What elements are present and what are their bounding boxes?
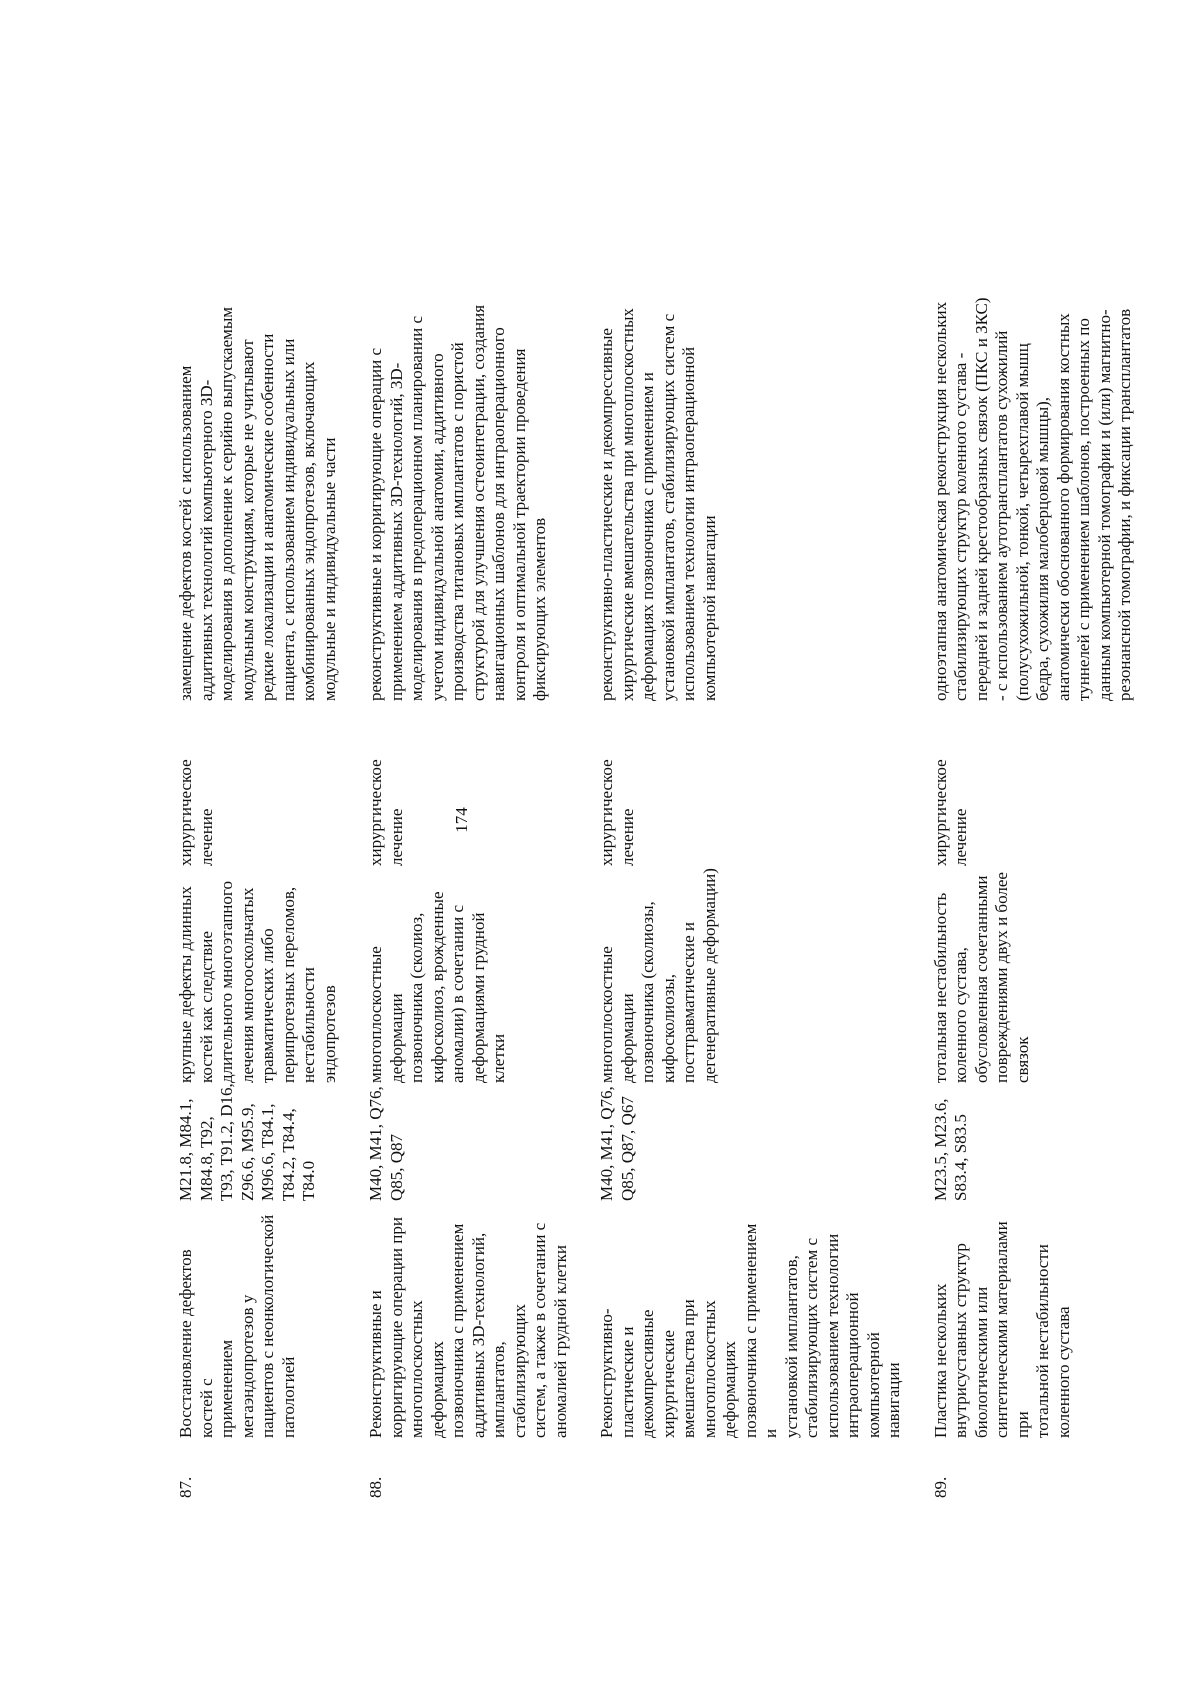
row-number: 89. <box>930 1476 950 1498</box>
treatment-type: хирургическое лечение <box>597 759 637 866</box>
treatment-method: реконструктивно-пластические и декомпрессивные хирургические вмешательства при многоплоскостных деформациях позвоночника с применением и установкой имплантатов, стабилизирующих систем с использованием технологии интраоперационной компьютерной навигации <box>597 308 719 701</box>
row-number: 88. <box>366 1476 385 1498</box>
rotated-table-container <box>176 60 1134 1500</box>
procedure-name: Реконструктивно-пластические и декомпрессивные хирургические вмешательства при многоплоскостных деформациях позвоночника с применением и установкой имплантатов, стабилизирующих систем с использованием технологии интраоперационной компьютерной навигации <box>597 1223 903 1438</box>
row-separator <box>340 60 366 1500</box>
procedure-name: Восстановление дефектов костей с применением мегаэндопротезов у пациентов с неонкологической патологией <box>176 1214 298 1438</box>
patient-model: многоплоскостные деформации позвоночника (сколиоз, кифосколиоз, врожденные аномалии) в сочетании с деформациями грудной клетки <box>366 891 508 1083</box>
treatment-method: замещение дефектов костей с использованием аддитивных технологий компьютерного 3D- моделирования в дополнение к серийно выпускаемым модульным конструкциям, которые не учитывают редкие локализации и анатомические особенности пациента, с использованием индивидуальных или комбинированных эндопротезов, включающих модульные и индивидуальные части <box>176 306 339 701</box>
row-number: 87. <box>176 1476 195 1498</box>
procedures-table <box>176 60 1136 1500</box>
diagnosis-codes: M23.5, M23.6, S83.4, S83.5 <box>930 1098 970 1201</box>
treatment-type: хирургическое лечение <box>930 759 970 866</box>
patient-model: крупные дефекты длинных костей как следствие длительного многоэтапного лечения многооскольчатых травматических либо перипротезных переломов, нестабильности эндопротезов <box>176 881 339 1083</box>
procedure-name: Реконструктивные и корригирующие операции при многоплоскостных деформациях позвоночника с применением аддитивных 3D-технологий, имплантатов, стабилизирующих систем, а также в сочетании с аномалией грудной клетки <box>366 1217 570 1438</box>
treatment-method: реконструктивные и корригирующие операции с применением аддитивных 3D-технологий, 3D- моделирования в предоперационном планировании с учетом индивидуальной анатомии, аддитивного производства титановых имплантатов с пористой структурой для улучшения остеоинтеграции, создания навигационных шаблонов для интраоперационного контроля и оптимальной траектории проведения фиксирующих элементов <box>366 304 549 701</box>
procedure-name: Пластика нескольких внутрисуставных структур биологическими или синтетическими материалами при тотальной нестабильности коленного сустава <box>930 1221 1073 1438</box>
treatment-method: одноэтапная анатомическая реконструкция нескольких стабилизирующих структур коленного сустава - передней и задней крестообразных связок (ПКС и ЗКС) - с использованием аутотрансплантатов сухожилий (полусухожильной, тонкой, четырехглавой мышц бедра, сухожилия малоберцовой мышцы), анатомически обоснованного формирования костных туннелей с применением шаблонов, построенных по данным компьютерной томографии и (или) магнитно- резонансной томографии, и фиксации трансплантатов <box>930 297 1134 701</box>
row-number <box>597 1438 905 1500</box>
patient-model: тотальная нестабильность коленного сустава, обусловленная сочетанными повреждениями двух и более связок <box>930 872 1032 1083</box>
treatment-type: хирургическое лечение <box>176 759 216 866</box>
diagnosis-codes: M40, M41, Q76, Q85, Q87 <box>366 1086 406 1201</box>
treatment-type: хирургическое лечение <box>366 759 406 866</box>
patient-model: многоплоскостные деформации позвоночника (сколиозы, кифосколиозы, посттравматические и дегенеративные деформации) <box>597 868 719 1083</box>
page-number: 174 <box>452 807 471 833</box>
diagnosis-codes: M40, M41, Q76, Q85, Q87, Q67 <box>597 1086 637 1201</box>
diagnosis-codes: M21.8, M84.1, M84.8, T92, T93, T91.2, D16, Z96.6, M95.9, M96.6, T84.1, T84.2, T84.4, T84.0 <box>176 1083 318 1201</box>
row-separator <box>905 60 931 1500</box>
row-separator <box>571 60 597 1500</box>
